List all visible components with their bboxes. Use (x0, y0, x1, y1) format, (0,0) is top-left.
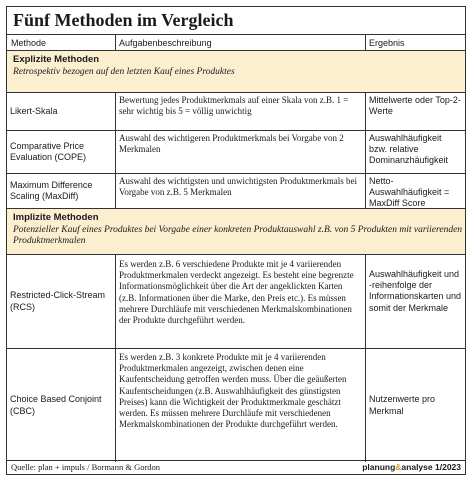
cell-ergebnis: Mittelwerte oder Top-2-Werte (365, 93, 465, 130)
column-header-beschreibung: Aufgabenbeschreibung (119, 38, 212, 48)
table-row (7, 93, 465, 131)
cell-ergebnis: Nutzenwerte pro Merkmal (365, 349, 465, 462)
cell-methode: Choice Based Conjoint (CBC) (10, 394, 102, 416)
table-row (7, 349, 465, 462)
cell-beschreibung: Es werden z.B. 6 verschiedene Produkte mit je 4 variierenden Produktmerkmalen verdeckt angezeigt. Es besteht eine begrenzte Informationsmöglichkeit über die Art der angeklickten Karten (z.B. Informationen über die Marke, den Preis etc.). Es müssen mehrere Durchläufe mit verschiedenen Merkmalskombinationen der Produkte durchgeführt werden. (115, 255, 365, 348)
brand-ampersand: & (395, 462, 402, 472)
column-header-methode: Methode (11, 38, 47, 48)
column-divider (115, 34, 116, 51)
publication-brand (362, 461, 461, 474)
table-footer (7, 460, 465, 474)
cell-methode: Comparative Price Evaluation (COPE) (10, 140, 87, 162)
section-implicit-subtitle: Potenzieller Kauf eines Produktes bei Vorgabe einer konkreten Produktauswahl z.B. von 5 Produkten mit variierenden Produktmerkmalen (13, 225, 463, 246)
cell-beschreibung: Es werden z.B. 3 konkrete Produkte mit je 4 variierenden Produktmerkmalen angezeigt, zwischen denen eine Kaufentscheidung getroffen werden muss. Über die geäußerten Kaufentscheidungen (z.B. Auswahlhäufigkeit des günstigsten Preises) kann die Wichtigkeit der Produktmerkmale geschätzt werden. Es müssen mehrere Durchläufe mit verschiedenen Merkmalskombinationen der Produkte durchgeführt werden. (115, 349, 365, 462)
section-implicit (7, 209, 465, 255)
cell-beschreibung: Auswahl des wichtigsten und unwichtigsten Produktmerkmals bei Vorgabe von z.B. 5 Merkmalen (115, 174, 365, 208)
comparison-table (6, 6, 466, 475)
table-row (7, 174, 465, 209)
cell-ergebnis: Netto-Auswahlhäufigkeit = MaxDiff Score (365, 174, 465, 208)
section-explicit-subtitle: Retrospektiv bezogen auf den letzten Kauf eines Produktes (13, 67, 235, 77)
table-title: Fünf Methoden im Vergleich (13, 10, 234, 30)
section-explicit-heading: Explizite Methoden (13, 54, 100, 65)
cell-ergebnis: Auswahlhäufigkeit und -reihenfolge der Informationskarten und somit der Merkmale (365, 255, 465, 348)
column-divider (365, 34, 366, 51)
source-note: Quelle: plan + impuls / Bormann & Gordon (11, 462, 161, 472)
brand-part-a: planung (362, 462, 396, 472)
section-implicit-heading: Implizite Methoden (13, 212, 99, 223)
cell-methode: Maximum Difference Scaling (MaxDiff) (10, 179, 93, 201)
cell-beschreibung: Bewertung jedes Produktmerkmals auf einer Skala von z.B. 1 = sehr wichtig bis 5 = völlig unwichtig (115, 93, 365, 130)
table-row (7, 255, 465, 349)
cell-methode: Restricted-Click-Stream (RCS) (10, 290, 106, 312)
cell-methode: Likert-Skala (10, 105, 58, 116)
column-header-row (7, 34, 465, 51)
cell-ergebnis: Auswahlhäufigkeit bzw. relative Dominanzhäufigkeit (365, 131, 465, 173)
section-explicit (7, 51, 465, 93)
issue-number: 1/2023 (435, 462, 461, 472)
column-header-ergebnis: Ergebnis (369, 38, 405, 48)
brand-part-b: analyse (401, 462, 433, 472)
table-row (7, 131, 465, 174)
cell-beschreibung: Auswahl des wichtigeren Produktmerkmals bei Vorgabe von 2 Merkmalen (115, 131, 365, 173)
